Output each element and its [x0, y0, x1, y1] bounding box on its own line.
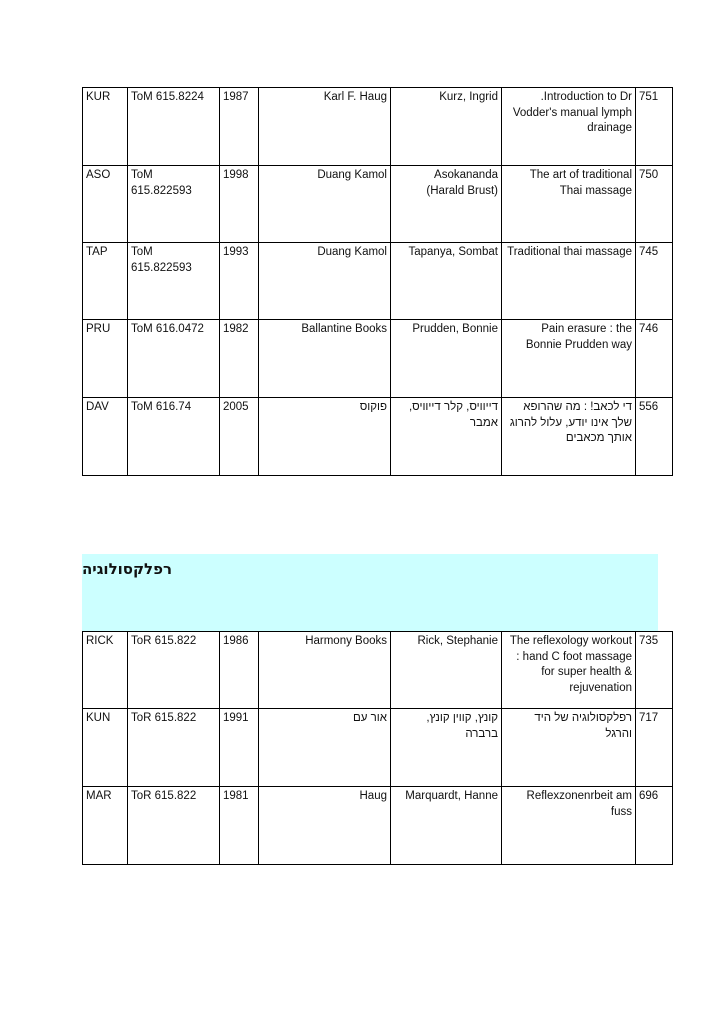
- cell-number: 750: [636, 166, 673, 243]
- table-row: [83, 709, 673, 787]
- cell-author: Rick, Stephanie: [391, 632, 502, 709]
- cell-title: The art of traditional Thai massage: [502, 166, 636, 243]
- cell-title: Pain erasure : the Bonnie Prudden way: [502, 320, 636, 398]
- cell-code: DAV: [83, 398, 128, 476]
- cell-author: Prudden, Bonnie: [391, 320, 502, 398]
- cell-call-number: ToR 615.822: [128, 632, 220, 709]
- cell-year: 2005: [220, 398, 259, 476]
- cell-number: 717: [636, 709, 673, 787]
- cell-year: 1981: [220, 787, 259, 865]
- cell-code: TAP: [83, 243, 128, 320]
- cell-author: דייוויס, קלר דייוויס, אמבר: [391, 398, 502, 476]
- cell-author: Tapanya, Sombat: [391, 243, 502, 320]
- cell-author: Kurz, Ingrid: [391, 88, 502, 166]
- cell-call-number: ToM 615.822593: [128, 243, 220, 320]
- cell-title: די לכאב! : מה שהרופא שלך אינו יודע, עלול להרוג אותך מכאבים: [502, 398, 636, 476]
- cell-year: 1998: [220, 166, 259, 243]
- cell-publisher: פוקוס: [259, 398, 391, 476]
- cell-title: Reflexzonenrbeit am fuss: [502, 787, 636, 865]
- cell-publisher: אור עם: [259, 709, 391, 787]
- cell-author: Asokananda (Harald Brust): [391, 166, 502, 243]
- cell-call-number: ToM 616.0472: [128, 320, 220, 398]
- cell-title: רפלקסולוגיה של היד והרגל: [502, 709, 636, 787]
- cell-number: 746: [636, 320, 673, 398]
- cell-title: Traditional thai massage: [502, 243, 636, 320]
- cell-title: The reflexology workout : hand C foot massage for super health & rejuvenation: [502, 632, 636, 709]
- cell-call-number: ToR 615.822: [128, 787, 220, 865]
- cell-code: KUR: [83, 88, 128, 166]
- cell-year: 1986: [220, 632, 259, 709]
- cell-code: MAR: [83, 787, 128, 865]
- cell-year: 1987: [220, 88, 259, 166]
- cell-call-number: ToM 615.822593: [128, 166, 220, 243]
- cell-publisher: Ballantine Books: [259, 320, 391, 398]
- cell-author: Marquardt, Hanne: [391, 787, 502, 865]
- cell-call-number: ToM 615.8224: [128, 88, 220, 166]
- table-row: [83, 320, 673, 398]
- cell-code: PRU: [83, 320, 128, 398]
- cell-code: RICK: [83, 632, 128, 709]
- cell-title: .Introduction to Dr Vodder's manual lymph drainage: [502, 88, 636, 166]
- catalog-table-top: [82, 87, 673, 476]
- cell-call-number: ToM 616.74: [128, 398, 220, 476]
- cell-number: 696: [636, 787, 673, 865]
- cell-number: 556: [636, 398, 673, 476]
- cell-number: 751: [636, 88, 673, 166]
- table-row: [83, 88, 673, 166]
- table-row: [83, 787, 673, 865]
- cell-publisher: Haug: [259, 787, 391, 865]
- section-title: רפלקסולוגיה: [82, 560, 173, 578]
- cell-publisher: Harmony Books: [259, 632, 391, 709]
- table-row: [83, 243, 673, 320]
- cell-publisher: Duang Kamol: [259, 166, 391, 243]
- cell-code: ASO: [83, 166, 128, 243]
- cell-number: 745: [636, 243, 673, 320]
- cell-number: 735: [636, 632, 673, 709]
- cell-call-number: ToR 615.822: [128, 709, 220, 787]
- table-row: [83, 398, 673, 476]
- cell-author: קונץ, קווין קונץ, ברברה: [391, 709, 502, 787]
- cell-publisher: Duang Kamol: [259, 243, 391, 320]
- cell-publisher: Karl F. Haug: [259, 88, 391, 166]
- cell-year: 1991: [220, 709, 259, 787]
- cell-year: 1982: [220, 320, 259, 398]
- catalog-table-bottom: [82, 631, 673, 865]
- cell-year: 1993: [220, 243, 259, 320]
- table-row: [83, 166, 673, 243]
- cell-code: KUN: [83, 709, 128, 787]
- table-row: [83, 632, 673, 709]
